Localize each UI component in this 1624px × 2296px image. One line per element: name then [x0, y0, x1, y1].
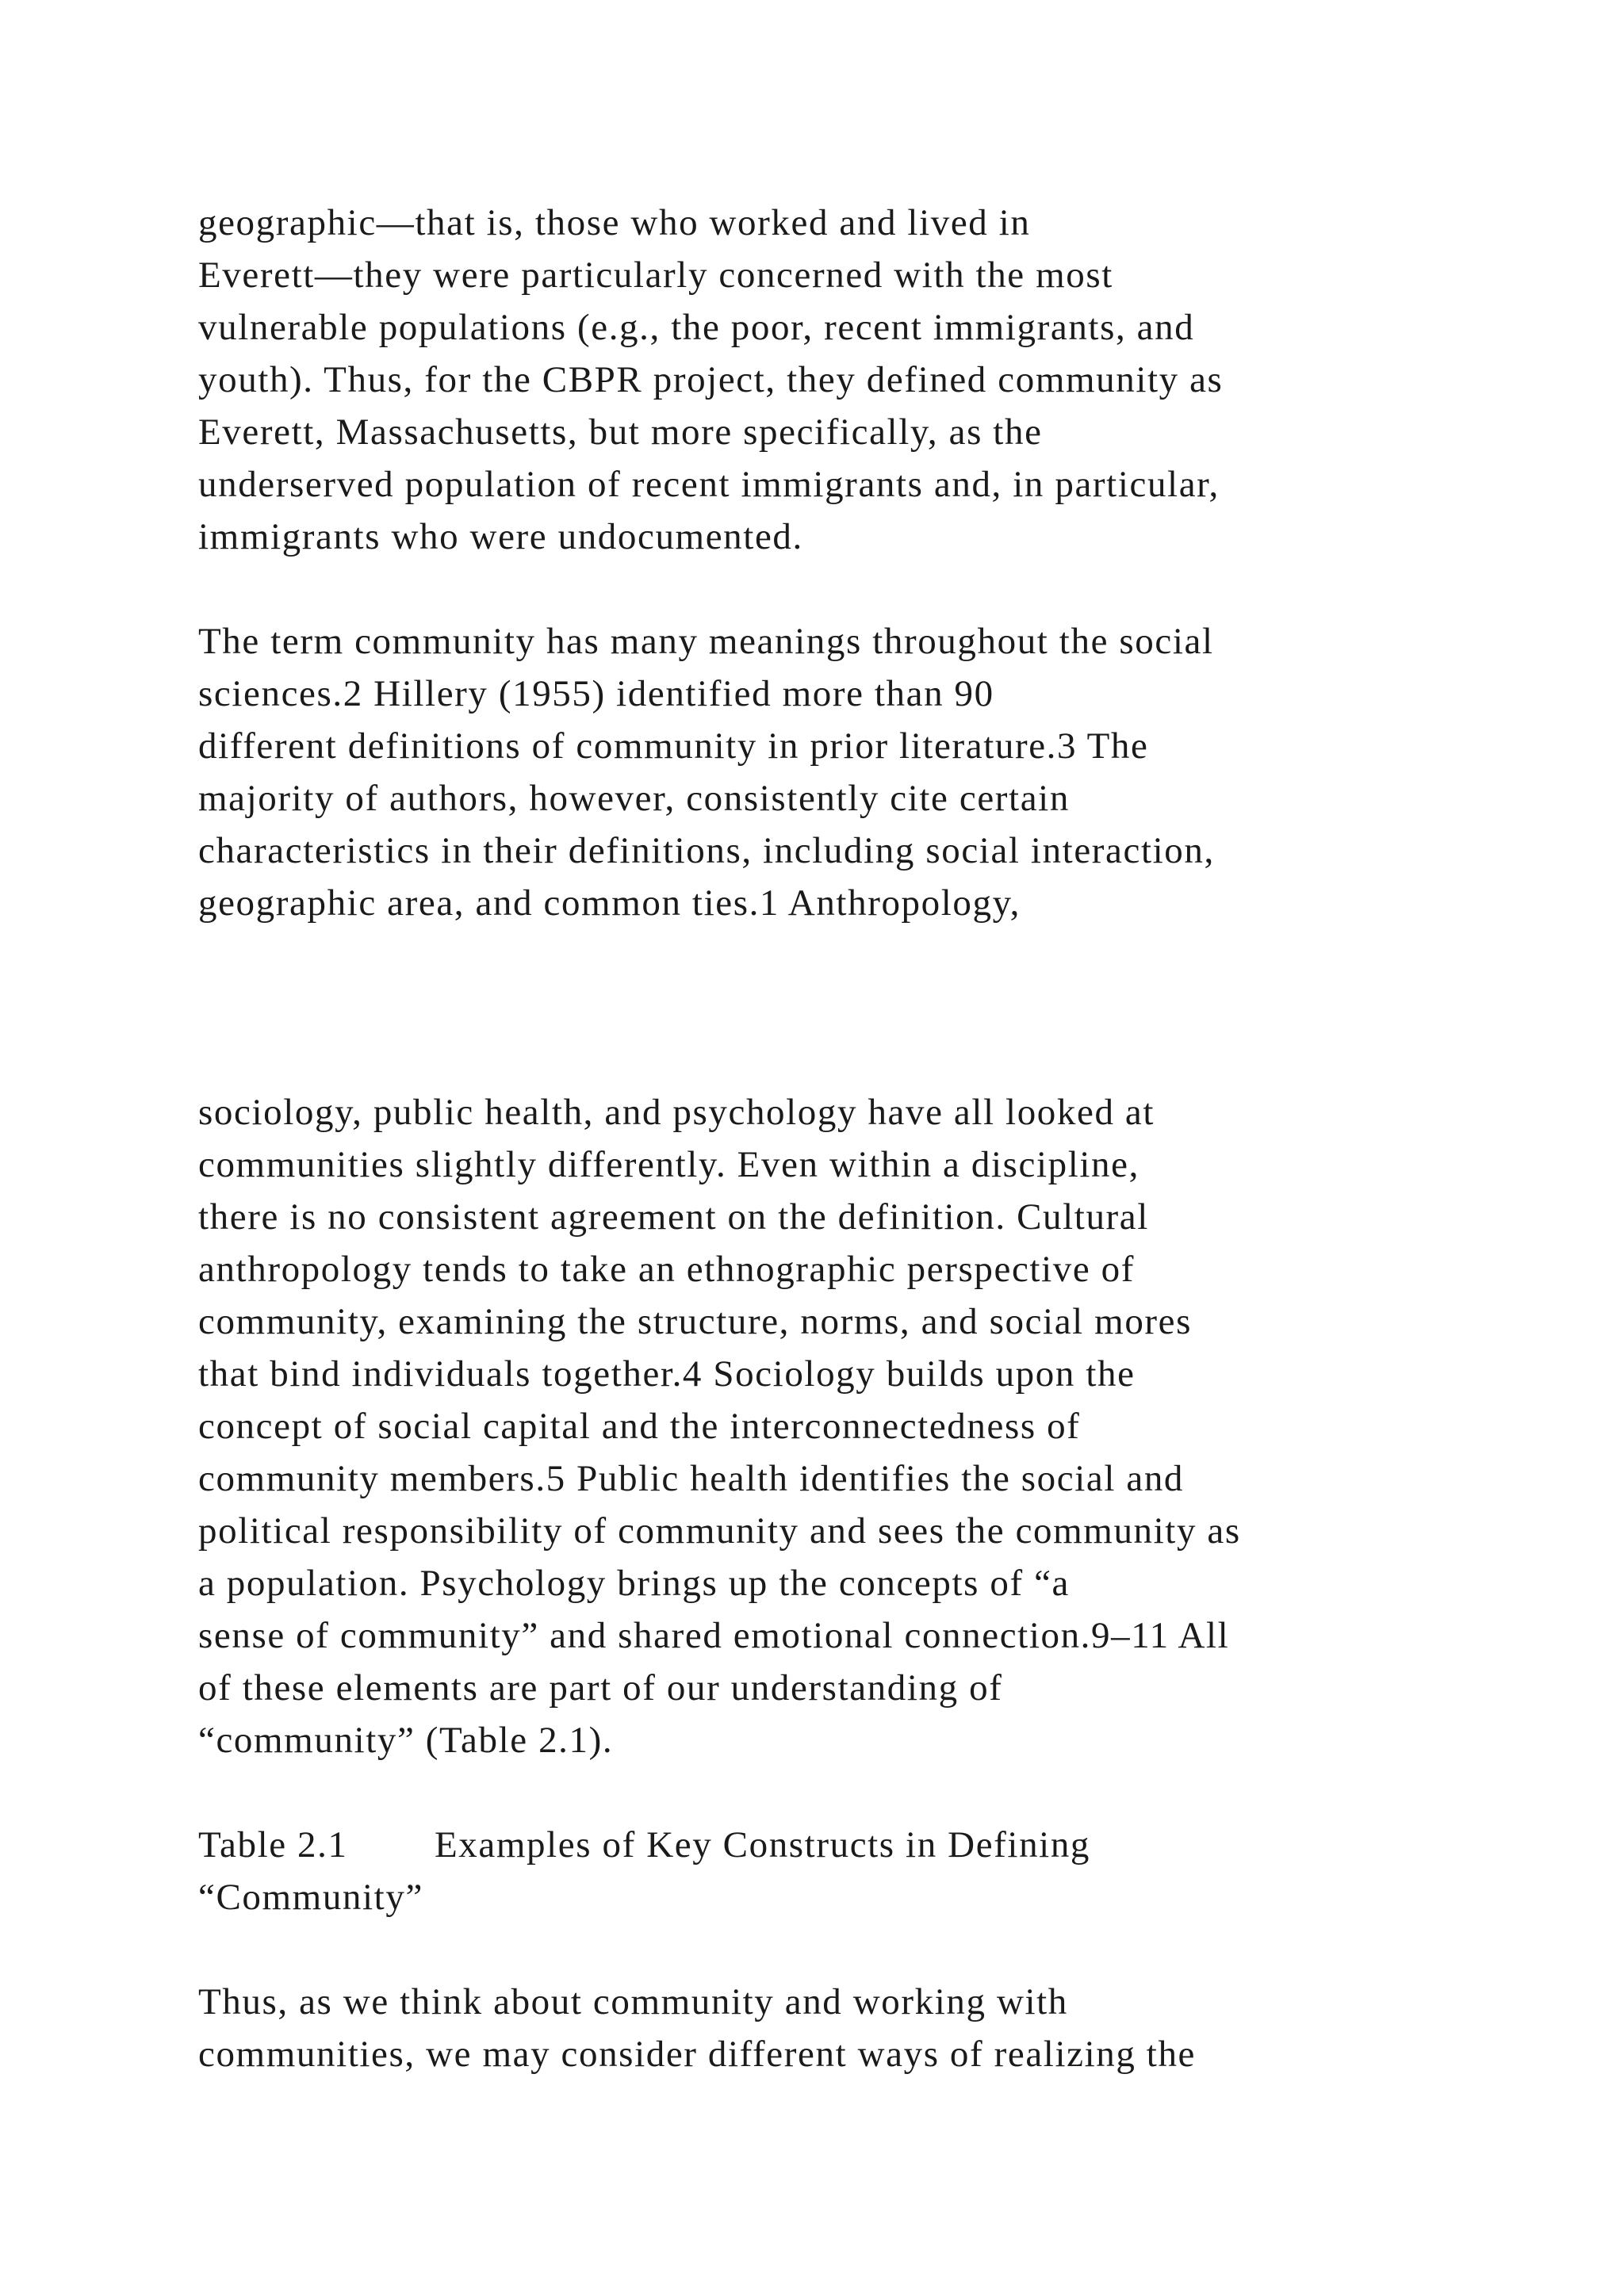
text-line: “community” (Table 2.1).: [198, 1720, 614, 1761]
text-line: The term community has many meanings throughout the social: [198, 621, 1214, 662]
text-line: sense of community” and shared emotional connection.9–11 All: [198, 1615, 1230, 1656]
text-line: sociology, public health, and psychology have all looked at: [198, 1092, 1155, 1133]
text-line: political responsibility of community and sees the community as: [198, 1510, 1241, 1552]
text-line: vulnerable populations (e.g., the poor, recent immigrants, and: [198, 307, 1195, 348]
text-line: Everett, Massachusetts, but more specifically, as the: [198, 411, 1043, 453]
text-line: geographic—that is, those who worked and lived in: [198, 202, 1031, 243]
text-line: community, examining the structure, norms, and social mores: [198, 1301, 1193, 1342]
table-caption: [198, 1819, 1467, 1923]
text-line: different definitions of community in prior literature.3 The: [198, 725, 1149, 767]
text-line: Everett—they were particularly concerned with the most: [198, 254, 1113, 296]
paragraph-disciplines: [198, 1086, 1467, 1766]
text-line: underserved population of recent immigrants and, in particular,: [198, 464, 1220, 505]
text-line: there is no consistent agreement on the definition. Cultural: [198, 1196, 1149, 1238]
table-caption-line: [198, 1819, 1467, 1871]
text-line: anthropology tends to take an ethnographic perspective of: [198, 1249, 1135, 1290]
text-line: characteristics in their definitions, including social interaction,: [198, 830, 1215, 871]
text-line: a population. Psychology brings up the concepts of “a: [198, 1563, 1071, 1604]
text-line: communities slightly differently. Even within a discipline,: [198, 1144, 1139, 1185]
table-title: Examples of Key Constructs in Defining: [435, 1824, 1091, 1866]
text-line: youth). Thus, for the CBPR project, they defined community as: [198, 359, 1224, 400]
text-line: of these elements are part of our understanding of: [198, 1667, 1003, 1709]
text-line: geographic area, and common ties.1 Anthropology,: [198, 882, 1021, 924]
text-line: that bind individuals together.4 Sociology builds upon the: [198, 1353, 1136, 1395]
text-line: sciences.2 Hillery (1955) identified more than 90: [198, 673, 994, 714]
text-line: immigrants who were undocumented.: [198, 516, 803, 557]
paragraph-thinking-about-community: [198, 1976, 1467, 2080]
table-label: Table 2.1: [198, 1824, 348, 1866]
text-line: Thus, as we think about community and working with: [198, 1981, 1068, 2022]
paragraph-term-community: [198, 615, 1467, 929]
paragraph-geographic-community: [198, 197, 1467, 563]
text-line: community members.5 Public health identifies the social and: [198, 1458, 1185, 1499]
text-line: communities, we may consider different ways of realizing the: [198, 2034, 1197, 2075]
text-line: majority of authors, however, consistently cite certain: [198, 778, 1070, 819]
text-line: concept of social capital and the interconnectedness of: [198, 1406, 1081, 1447]
table-title-continued: “Community”: [198, 1877, 423, 1918]
